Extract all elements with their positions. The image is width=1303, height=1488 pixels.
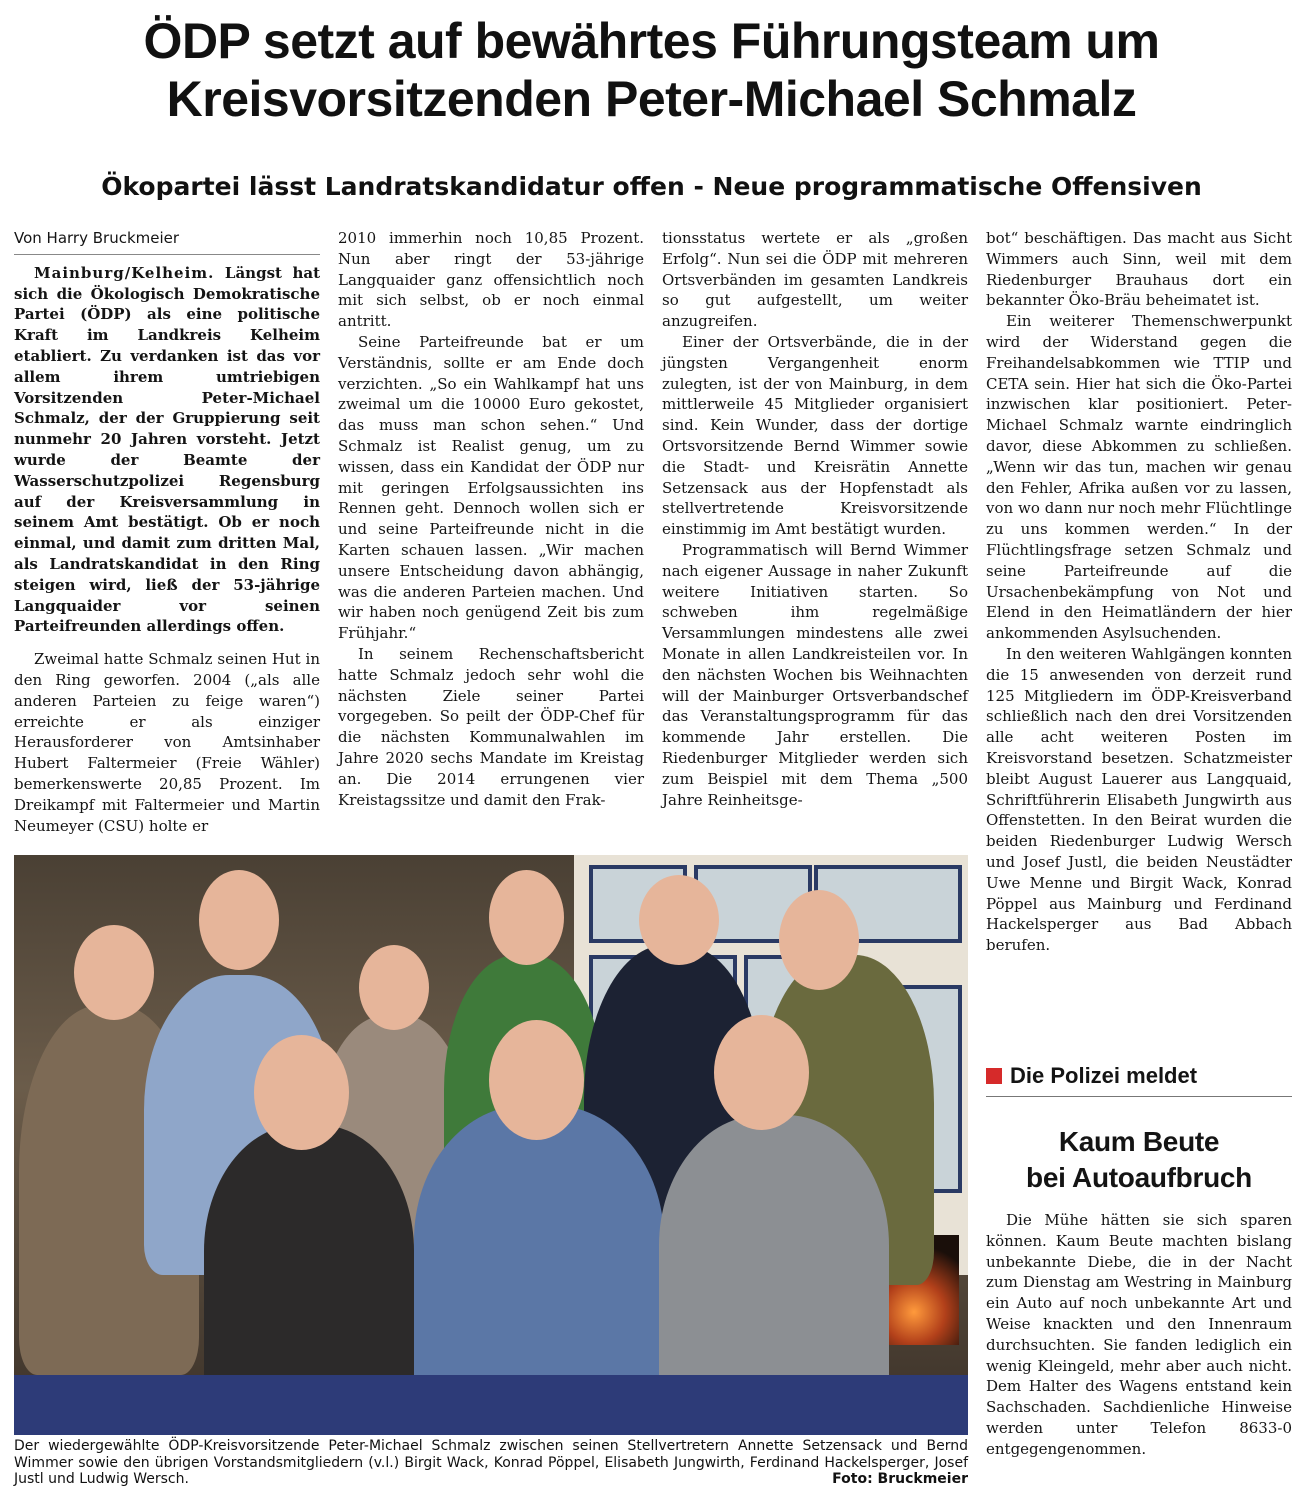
group-photo: [14, 855, 968, 1435]
article-column-2: [338, 228, 644, 810]
police-article: [986, 1210, 1292, 1460]
paragraph: 2010 immerhin noch 10,85 Prozent. Nun aber ringt der 53-jährige Langquaider ganz offensichtlich noch mit sich selbst, ob er noch einmal antritt.: [338, 229, 644, 331]
lead-text: Längst hat sich die Ökologisch Demokratische Partei (ÖDP) als eine politische Kraft im Landkreis Kelheim etabliert. Zu verdanken ist das vor allem ihrem umtriebigen Vorsitzenden Peter-Michael Schmalz, der der Gruppierung seit nunmehr 20 Jahren vorsteht. Jetzt wurde der Beamte der Wasserschutzpolizei Regensburg auf der Kreisversammlung in seinem Amt bestätigt. Ob er noch einmal, und damit zum dritten Mal, als Landratskandidat in den Ring steigen wird, ließ der 53-jährige Langquaider vor seinen Parteifreunden allerdings offen.: [14, 263, 320, 636]
photo-credit: Foto: Bruckmeier: [832, 1471, 968, 1487]
section-label-text: Die Polizei meldet: [1010, 1063, 1198, 1088]
paragraph: Programmatisch will Bernd Wimmer nach eigener Aussage in naher Zukunft weitere Initiativen starten. So schweben ihm regelmäßige Versammlungen mindestens alle zwei Monate in allen Landkreisteilen vor. In den nächsten Wochen bis Weihnachten will der Mainburger Ortsverbandschef das Veranstaltungsprogramm für das kommende Jahr erstellen. Die Riedenburger Mitglieder werden sich zum Beispiel mit dem Thema „500 Jahre Reinheitsge-: [662, 540, 968, 809]
dateline: Mainburg/Kelheim.: [34, 263, 215, 282]
article-column-1: [14, 228, 320, 836]
person-head: [359, 945, 429, 1030]
article-column-3: [662, 228, 968, 810]
police-headline-line-2: bei Autoaufbruch: [1026, 1162, 1252, 1193]
headline: [0, 12, 1303, 128]
caption-text: Der wiedergewählte ÖDP-Kreisvorsitzende Peter-Michael Schmalz zwischen seinen Stellvertretern Annette Setzensack und Bernd Wimmer sowie den übrigen Vorstandsmitgliedern (v.l.) Birgit Wack, Konrad Pöppel, Elisabeth Jungwirth, Ferdinand Hackelsperger, Josef Justl und Ludwig Wersch.: [14, 1438, 968, 1487]
paragraph: tionsstatus wertete er als „großen Erfolg“. Nun sei die ÖDP mit mehreren Ortsverbänden im gesamten Landkreis so gut aufgestellt, um weiter anzugreifen.: [662, 229, 968, 331]
person: [659, 1115, 889, 1405]
article-column-4: [986, 228, 1292, 956]
person-head: [489, 1020, 584, 1140]
subheadline: Ökopartei lässt Landratskandidatur offen - Neue programmatische Offensiven: [101, 172, 1202, 201]
person: [414, 1105, 664, 1405]
paragraph: In den weiteren Wahlgängen konnten die 15 anwesenden von derzeit rund 125 Mitgliedern im ÖDP-Kreisverband schließlich nach den drei Vorsitzenden alle acht weiteren Posten im Kreisvorstand besetzen. Schatzmeister bleibt August Lauerer aus Langquaid, Schriftführerin Elisabeth Jungwirth aus Offenstetten. In den Beirat wurden die beiden Riedenburger Ludwig Wersch und Josef Justl, die beiden Neustädter Uwe Menne und Birgit Wack, Konrad Pöppel aus Mainburg und Ferdinand Hackelsperger aus Bad Abbach berufen.: [986, 644, 1292, 955]
person-head: [74, 925, 154, 1020]
person-head: [199, 870, 279, 970]
paragraph: Zweimal hatte Schmalz seinen Hut in den Ring geworfen. 2004 („als alle anderen Parteien zu feige waren“) erreichte er als einziger Herausforderer von Amtsinhaber Hubert Faltermeier (Freie Wähler) bemerkenswerte 20,85 Prozent. Im Dreikampf mit Faltermeier und Martin Neumeyer (CSU) holte er: [14, 650, 320, 835]
photo-caption: [14, 1438, 968, 1488]
person-head: [489, 870, 564, 965]
person-head: [779, 890, 859, 990]
paragraph: bot“ beschäftigen. Das macht aus Sicht Wimmers auch Sinn, weil mit dem Riedenburger Brauhaus dort ein bekannter Öko-Bräu beheimatet ist.: [986, 229, 1292, 310]
paragraph: Ein weiterer Themenschwerpunkt wird der Widerstand gegen die Freihandelsabkommen wie TTIP und CETA sein. Hier hat sich die Öko-Partei inzwischen klar positioniert. Peter-Michael Schmalz warnte eindringlich davor, diese Abkommen zu schließen. „Wenn wir das tun, machen wir genau den Fehler, Afrika außen vor zu lassen, von wo dann nur noch mehr Flüchtlinge zu uns kommen werden.“ In der Flüchtlingsfrage setzen Schmalz und seine Parteifreunde auf die Ursachenbekämpfung von Not und Elend in den Heimatländern der hier ankommenden Asylsuchenden.: [986, 312, 1292, 643]
paragraph: Seine Parteifreunde bat er um Verständnis, sollte er am Ende doch verzichten. „So ein Wahlkampf hat uns zweimal um die 10000 Euro gekostet, das muss man schon sehen.“ Und Schmalz ist Realist genug, um zu wissen, dass ein Kandidat der ÖDP nur mit geringen Erfolgsaussichten ins Rennen geht. Dennoch wollen sich er und seine Parteifreunde nicht in die Karten schauen lassen. „Wir machen unsere Entscheidung davon abhängig, was die anderen Parteien machen. Und wir haben noch genügend Zeit bis zum Frühjahr.“: [338, 332, 644, 643]
headline-line-1: ÖDP setzt auf bewährtes Führungsteam um: [143, 13, 1160, 69]
headline-line-2: Kreisvorsitzenden Peter-Michael Schmalz: [166, 71, 1137, 127]
person-head: [639, 875, 719, 965]
byline: Von Harry Bruckmeier: [14, 228, 320, 255]
police-headline-line-1: Kaum Beute: [1058, 1126, 1220, 1157]
paragraph: In seinem Rechenschaftsbericht hatte Schmalz jedoch sehr wohl die nächsten Ziele seiner Partei vorgegeben. So peilt der ÖDP-Chef für die nächsten Kommunalwahlen im Jahre 2020 sechs Mandate im Kreistag an. Die 2014 errungenen vier Kreistagssitze und damit den Frak-: [338, 644, 644, 809]
police-headline: [986, 1124, 1292, 1196]
person-head: [714, 1015, 809, 1130]
person-head: [254, 1035, 349, 1150]
person: [204, 1125, 414, 1405]
paragraph: Die Mühe hätten sie sich sparen können. Kaum Beute machten bislang unbekannte Diebe, die in der Nacht zum Dienstag am Westring in Mainburg ein Auto auf noch unbekannte Art und Weise knackten und den Innenraum durchsuchten. Sie fanden lediglich ein wenig Kleingeld, mehr aber auch nicht. Dem Halter des Wagens entstand kein Sachschaden. Sachdienliche Hinweise werden unter Telefon 8633-0 entgegengenommen.: [986, 1211, 1292, 1458]
lead-paragraph: [14, 263, 320, 637]
couch: [14, 1375, 968, 1435]
section-label: [986, 1062, 1292, 1097]
red-square-icon: [986, 1068, 1002, 1084]
paragraph: Einer der Ortsverbände, die in der jüngsten Vergangenheit enorm zulegten, ist der von Mainburg, in dem mittlerweile 45 Mitglieder organisiert sind. Kein Wunder, dass der dortige Ortsvorsitzende Bernd Wimmer sowie die Stadt- und Kreisrätin Annette Setzensack aus der Hopfenstadt als stellvertretende Kreisvorsitzende einstimmig im Amt bestätigt wurden.: [662, 332, 968, 539]
